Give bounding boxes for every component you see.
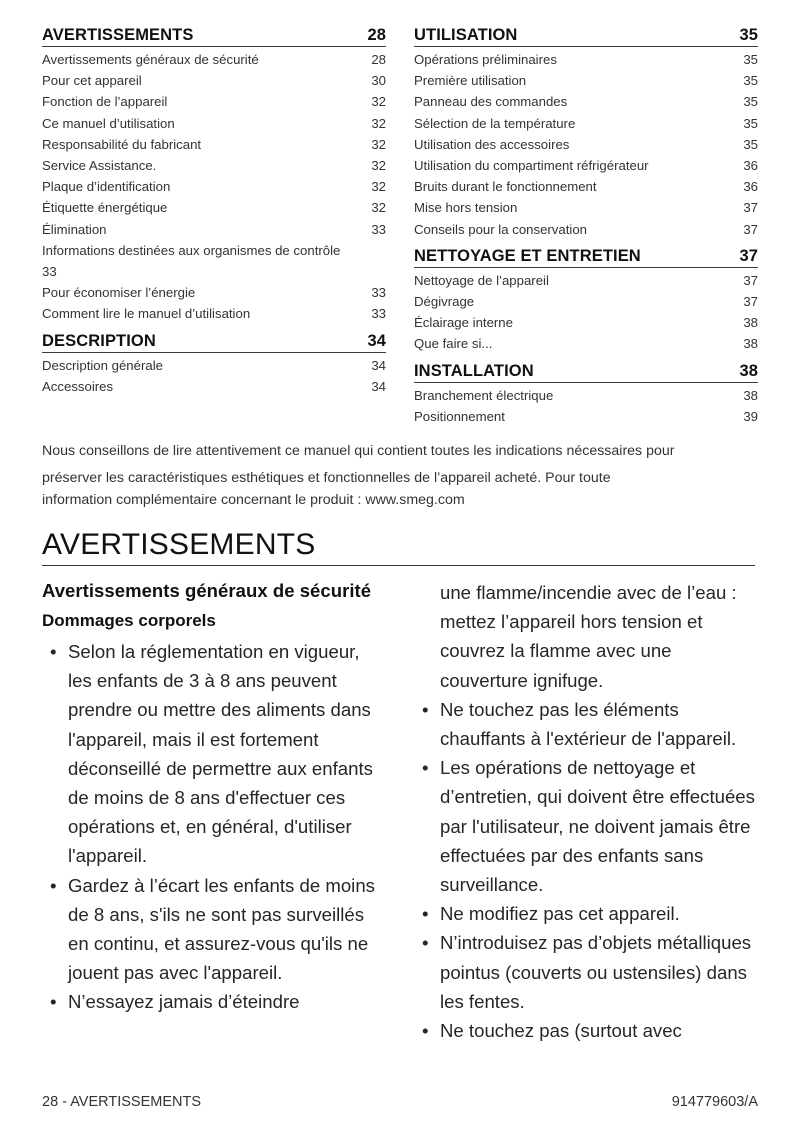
- toc-section-title: INSTALLATION: [414, 361, 534, 380]
- bullet-icon: •: [422, 757, 429, 779]
- toc-entry-title: Responsabilité du fabricant: [42, 136, 202, 152]
- toc-section-nettoyage-et-entretien[interactable]: [414, 247, 758, 268]
- toc-entry-title: Comment lire le manuel d’utilisation: [42, 306, 251, 322]
- warning-list-left: [42, 637, 386, 1017]
- toc-entry-page: 32: [371, 179, 386, 195]
- list-item: [414, 695, 758, 753]
- toc-entry-page: 37: [743, 221, 758, 237]
- toc-entry-title: Pour économiser l’énergie: [42, 285, 196, 301]
- toc-entry-page: 32: [371, 200, 386, 216]
- toc-entry[interactable]: [414, 134, 758, 155]
- toc-entry-page: 32: [371, 94, 386, 110]
- subsection-heading-dommages-corporels: Dommages corporels: [42, 611, 216, 630]
- toc-section-title: AVERTISSEMENTS: [42, 26, 194, 44]
- table-of-contents: [42, 26, 758, 427]
- page-title: AVERTISSEMENTS: [42, 528, 316, 561]
- toc-section-page: 34: [367, 331, 386, 350]
- toc-entry[interactable]: [42, 282, 386, 303]
- toc-entry[interactable]: [42, 240, 386, 282]
- bullet-icon: •: [422, 1020, 429, 1042]
- chapter-divider: [42, 565, 755, 566]
- toc-entry-page: 33: [42, 264, 57, 280]
- bullet-icon: •: [50, 991, 57, 1013]
- intro-line-2: préserver les caractéristiques esthétiques et fonctionnelles de l’appareil acheté. Pour toute: [42, 469, 611, 486]
- toc-entry-title: Description générale: [42, 357, 163, 373]
- toc-entry[interactable]: [42, 303, 386, 324]
- toc-entry[interactable]: [414, 385, 758, 406]
- bullet-icon: •: [422, 903, 429, 925]
- toc-entry[interactable]: [42, 197, 386, 218]
- body-columns: [42, 578, 758, 1045]
- toc-right-column: [414, 26, 758, 427]
- warning-list-right: [414, 695, 758, 1045]
- list-item: [414, 1016, 758, 1045]
- toc-entry[interactable]: [42, 91, 386, 112]
- toc-entry-page: 30: [371, 73, 386, 89]
- toc-entry[interactable]: [414, 197, 758, 218]
- list-item: [414, 753, 758, 899]
- toc-entry-page: 35: [743, 94, 758, 110]
- continuation-text: une flamme/incendie avec de l’eau : mettez l’appareil hors tension et couvrez la flamme avec une couverture ignifuge.: [440, 582, 737, 691]
- toc-entry[interactable]: [414, 270, 758, 291]
- toc-entry[interactable]: [42, 355, 386, 376]
- toc-entry-page: 32: [371, 158, 386, 174]
- toc-entry[interactable]: [414, 155, 758, 176]
- toc-entry-title: Bruits durant le fonctionnement: [414, 179, 597, 195]
- toc-entry[interactable]: [414, 70, 758, 91]
- toc-entry[interactable]: [414, 406, 758, 427]
- list-item: [42, 871, 386, 988]
- footer-left-text: 28 - AVERTISSEMENTS: [42, 1094, 202, 1110]
- intro-line-1: Nous conseillons de lire attentivement ce manuel qui contient toutes les indications nécessaires pour: [42, 443, 675, 459]
- toc-entry-title: Étiquette énergétique: [42, 200, 168, 216]
- toc-entry-page: 38: [743, 315, 758, 331]
- toc-entry[interactable]: [42, 376, 386, 397]
- list-item-text: Ne touchez pas les éléments chauffants à l'extérieur de l'appareil.: [440, 698, 737, 750]
- body-left-column: [42, 578, 386, 1045]
- toc-entry-title: Dégivrage: [414, 294, 475, 310]
- toc-entry-title: Informations destinées aux organismes de contrôle: [42, 242, 341, 258]
- toc-entry-title: Conseils pour la conservation: [414, 221, 587, 237]
- toc-entry-title: Plaque d’identification: [42, 179, 171, 195]
- toc-entry[interactable]: [42, 49, 386, 70]
- toc-entry[interactable]: [414, 113, 758, 134]
- toc-entry-page: 35: [743, 115, 758, 131]
- toc-entry-title: Éclairage interne: [414, 315, 513, 331]
- toc-entry-page: 38: [743, 336, 758, 352]
- toc-entry-title: Service Assistance.: [42, 158, 157, 174]
- toc-entry[interactable]: [414, 176, 758, 197]
- toc-entry-title: Avertissements généraux de sécurité: [42, 52, 259, 67]
- section-heading-avertissements-generaux: Avertissements généraux de sécurité: [42, 580, 372, 601]
- toc-entry-page: 37: [743, 294, 758, 310]
- toc-entry[interactable]: [42, 176, 386, 197]
- intro-line-3: information complémentaire concernant le produit : www.smeg.com: [42, 492, 465, 508]
- toc-entry[interactable]: [414, 312, 758, 333]
- toc-left-column: [42, 26, 386, 427]
- toc-section-page: 38: [739, 361, 758, 380]
- toc-entry-title: Fonction de l’appareil: [42, 94, 168, 110]
- toc-entry-title: Que faire si...: [414, 336, 493, 352]
- list-item-text: Ne touchez pas (surtout avec: [440, 1020, 682, 1042]
- toc-entry-page: 32: [371, 136, 386, 152]
- toc-entry-page: 34: [371, 378, 386, 394]
- toc-section-page: 35: [739, 26, 758, 44]
- toc-section-title: NETTOYAGE ET ENTRETIEN: [414, 246, 641, 265]
- list-item: [42, 637, 386, 871]
- list-item: [414, 899, 758, 928]
- footer-right-text: 914779603/A: [671, 1094, 758, 1110]
- toc-section-title: UTILISATION: [414, 26, 518, 44]
- toc-section-title: DESCRIPTION: [42, 331, 156, 350]
- toc-entry[interactable]: [42, 219, 386, 240]
- toc-entry-title: Accessoires: [42, 378, 114, 394]
- toc-entry-title: Nettoyage de l’appareil: [414, 272, 549, 288]
- bullet-icon: •: [422, 698, 429, 720]
- list-item: [414, 928, 758, 1016]
- toc-entry-page: 28: [371, 52, 386, 67]
- toc-entry-title: Panneau des commandes: [414, 94, 568, 110]
- toc-entry-title: Opérations préliminaires: [414, 52, 557, 67]
- list-item-text: Gardez à l’écart les enfants de moins de 8 ans, s'ils ne sont pas surveillés en continu, et assurez-vous qu'ils ne jouent pas avec l'appareil.: [68, 874, 375, 984]
- bullet-icon: •: [422, 932, 429, 954]
- toc-entry[interactable]: [414, 91, 758, 112]
- toc-section-utilisation[interactable]: [414, 26, 758, 47]
- toc-entry-title: Utilisation du compartiment réfrigérateur: [414, 158, 649, 174]
- toc-entry-title: Branchement électrique: [414, 387, 554, 403]
- toc-section-page: 37: [739, 246, 758, 265]
- bullet-icon: •: [50, 641, 57, 662]
- toc-entry-page: 33: [371, 221, 386, 237]
- toc-entry-page: 36: [743, 179, 758, 195]
- toc-section-description[interactable]: [42, 332, 386, 353]
- toc-entry[interactable]: [42, 113, 386, 134]
- body-right-column: [414, 578, 758, 1045]
- toc-entry-title: Mise hors tension: [414, 200, 518, 216]
- toc-entry[interactable]: [414, 219, 758, 240]
- toc-entry-title: Positionnement: [414, 408, 505, 424]
- toc-entry-page: 37: [743, 200, 758, 216]
- toc-entry[interactable]: [42, 155, 386, 176]
- list-item-text: Les opérations de nettoyage et d’entretien, qui doivent être effectuées par l'utilisateur, ne doivent jamais être effectuées par des enfants sans surveillance.: [440, 757, 755, 896]
- toc-entry-page: 37: [743, 272, 758, 288]
- toc-entry-page: 38: [743, 387, 758, 403]
- toc-entry[interactable]: [414, 291, 758, 312]
- list-item-text: Selon la réglementation en vigueur, les enfants de 3 à 8 ans peuvent prendre ou mettre des aliments dans l'appareil, mais il est fortement déconseillé de permettre aux enfants de moins de 8 ans d'effectuer ces opérations et, en général, d'utiliser l'appareil.: [68, 641, 373, 867]
- toc-entry[interactable]: [42, 70, 386, 91]
- toc-entry-title: Première utilisation: [414, 73, 527, 89]
- toc-section-page: 28: [367, 26, 386, 44]
- toc-entry[interactable]: [414, 333, 758, 354]
- list-item: [42, 987, 386, 1016]
- toc-entry-page: 36: [743, 158, 758, 174]
- toc-entry-title: Élimination: [42, 221, 107, 237]
- toc-entry-page: 39: [743, 408, 758, 424]
- toc-entry-title: Pour cet appareil: [42, 73, 142, 89]
- toc-entry-title: Sélection de la température: [414, 115, 576, 131]
- page-footer: [42, 1094, 758, 1110]
- list-item-text: N’essayez jamais d’éteindre: [68, 991, 300, 1013]
- toc-entry-title: Utilisation des accessoires: [414, 136, 570, 152]
- toc-entry-page: 33: [371, 306, 386, 322]
- toc-entry[interactable]: [42, 134, 386, 155]
- toc-section-avertissements[interactable]: [42, 26, 386, 47]
- chapter-header: [42, 527, 755, 566]
- toc-entry[interactable]: [414, 49, 758, 70]
- toc-entry-page: 35: [743, 52, 758, 67]
- toc-entry-page: 32: [371, 115, 386, 131]
- list-item-text: Ne modifiez pas cet appareil.: [440, 903, 680, 925]
- toc-entry-page: 34: [371, 357, 386, 373]
- toc-entry-page: 33: [371, 285, 386, 301]
- toc-section-installation[interactable]: [414, 362, 758, 383]
- toc-entry-page: 35: [743, 136, 758, 152]
- intro-paragraph: [42, 440, 754, 512]
- toc-entry-page: 35: [743, 73, 758, 89]
- list-item-text: N’introduisez pas d’objets métalliques pointus (couverts ou ustensiles) dans les fentes.: [440, 932, 752, 1012]
- toc-entry-title: Ce manuel d’utilisation: [42, 115, 175, 131]
- bullet-icon: •: [50, 874, 57, 896]
